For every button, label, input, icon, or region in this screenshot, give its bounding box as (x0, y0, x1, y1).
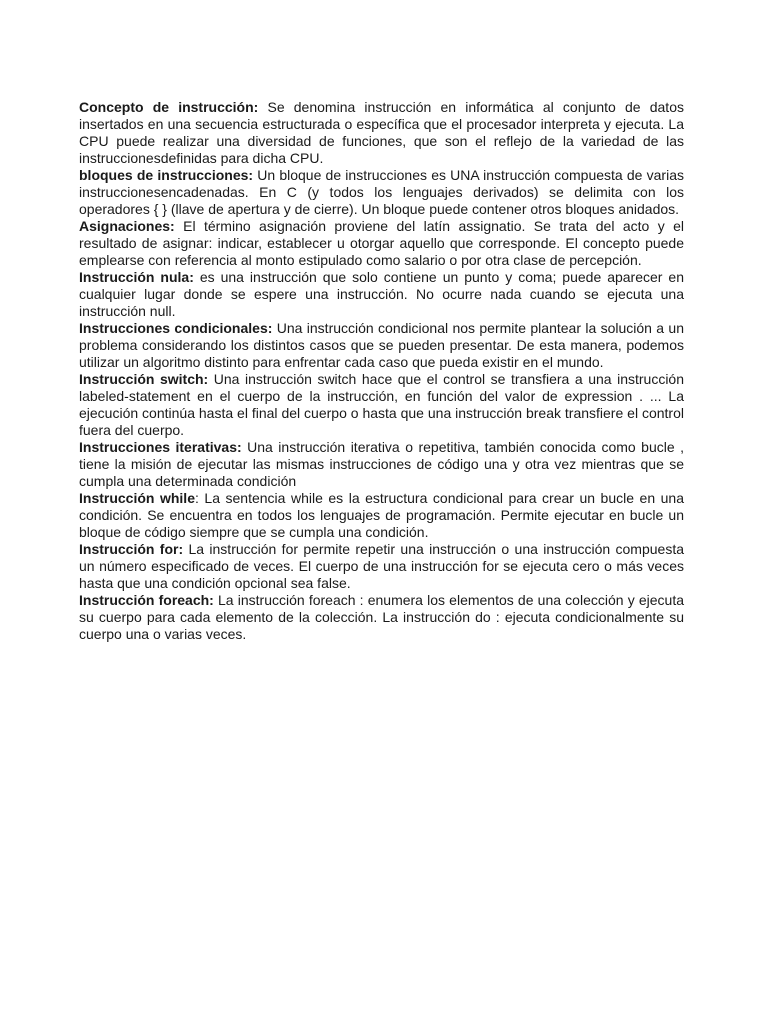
paragraph-text: El término asignación proviene del latín assignatio. Se trata del acto y el resultado de asignar: indicar, establecer u otorgar aquello que corresponde. El concepto puede emplearse con referencia al monto estipulado como salario o por otra clase de percepción. (79, 218, 684, 268)
paragraph-instruccion-while (79, 490, 684, 541)
paragraph-text: Un bloque de instrucciones es UNA instrucción compuesta de varias instruccionesencadenadas. En C (y todos los lenguajes derivados) se delimita con los operadores { } (llave de apertura y de cierre). Un bloque puede contener otros bloques anidados. (79, 167, 684, 217)
paragraph-text: La instrucción foreach : enumera los elementos de una colección y ejecuta su cuerpo para cada elemento de la colección. La instrucción do : ejecuta condicionalmente su cuerpo una o varias veces. (79, 592, 684, 642)
paragraph-instruccion-nula (79, 269, 684, 320)
paragraph-concepto-instruccion (79, 99, 684, 167)
paragraph-text: La instrucción for permite repetir una instrucción o una instrucción compuesta un número especificado de veces. El cuerpo de una instrucción for se ejecuta cero o más veces hasta que una condición opcional sea false. (79, 541, 684, 591)
paragraph-instruccion-switch (79, 371, 684, 439)
paragraph-text: es una instrucción que solo contiene un punto y coma; puede aparecer en cualquier lugar donde se espere una instrucción. No ocurre nada cuando se ejecuta una instrucción null. (79, 269, 684, 319)
paragraph-bloques-instrucciones (79, 167, 684, 218)
paragraph-text: Una instrucción iterativa o repetitiva, también conocida como bucle , tiene la misión de ejecutar las mismas instrucciones de código una y otra vez mientras que se cumpla una determinada condición (79, 439, 684, 489)
term-label: Asignaciones: (79, 218, 175, 234)
term-label: bloques de instrucciones: (79, 167, 254, 183)
term-label: Concepto de instrucción: (79, 99, 259, 115)
term-label: Instrucción nula: (79, 269, 194, 285)
paragraph-text: : La sentencia while es la estructura condicional para crear un bucle en una condición. Se encuentra en todos los lenguajes de programación. Permite ejecutar en bucle un bloque de código siempre que se cumpla una condición. (79, 490, 684, 540)
paragraph-text: Una instrucción switch hace que el control se transfiera a una instrucción labeled-statement en el cuerpo de la instrucción, en función del valor de expression . ... La ejecución continúa hasta el final del cuerpo o hasta que una instrucción break transfiere el control fuera del cuerpo. (79, 371, 685, 438)
paragraph-instruccion-for (79, 541, 684, 592)
term-label: Instrucciones condicionales: (79, 320, 273, 336)
paragraph-instrucciones-condicionales (79, 320, 684, 371)
paragraph-text: Una instrucción condicional nos permite plantear la solución a un problema considerando los distintos casos que se pueden presentar. De esta manera, podemos utilizar un algoritmo distinto para enfrentar cada caso que pueda existir en el mundo. (79, 320, 685, 370)
paragraph-asignaciones (79, 218, 684, 269)
term-label: Instrucción while (79, 490, 195, 506)
document-body (79, 99, 684, 643)
term-label: Instrucción switch: (79, 371, 209, 387)
term-label: Instrucción foreach: (79, 592, 214, 608)
paragraph-instrucciones-iterativas (79, 439, 684, 490)
paragraph-instruccion-foreach (79, 592, 684, 643)
term-label: Instrucción for: (79, 541, 184, 557)
paragraph-text: Se denomina instrucción en informática al conjunto de datos insertados en una secuencia estructurada o específica que el procesador interpreta y ejecuta. La CPU puede realizar una diversidad de funciones, que son el reflejo de la variedad de las instruccionesdefinidas para dicha CPU. (79, 99, 684, 166)
term-label: Instrucciones iterativas: (79, 439, 242, 455)
